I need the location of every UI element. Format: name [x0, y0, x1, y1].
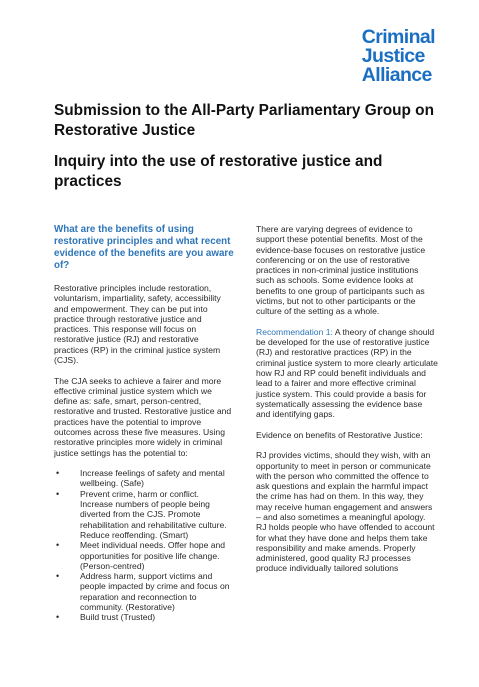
benefits-list — [54, 468, 234, 622]
left-column — [54, 224, 234, 623]
cja-paragraph: The CJA seeks to achieve a fairer and more effective criminal justice system which we define as: safe, smart, person-centred, restorative and trusted. Restorative justice and practices have the potential to improve outcomes across these five measures. Using restorative principles more widely in criminal justice settings has the potential to: — [54, 375, 232, 458]
list-item: • Address harm, support victims and people impacted by crime and focus on reparation and reconnection to community. (Restorative) — [54, 571, 234, 612]
right-column — [256, 224, 438, 584]
list-item: • Increase feelings of safety and mental wellbeing. (Safe) — [54, 468, 234, 489]
list-item: • Meet individual needs. Offer hope and opportunities for positive life change. (Person-centred) — [54, 540, 234, 571]
intro-paragraph: Restorative principles include restoration, voluntarism, impartiality, safety, accessibility and empowerment. They can be put into practice through restorative justice and practices. This response will focus on restorative justice (RJ) and restorative practices (RP) in the criminal justice system (CJS). — [54, 283, 221, 366]
section-question: What are the benefits of using restorative principles and what recent evidence of the benefits are you aware of? — [54, 224, 234, 271]
list-item: • Build trust (Trusted) — [54, 612, 234, 622]
recommendation-text: A theory of change should be developed for the use of restorative justice (RJ) and restorative practices (RP) in the criminal justice system to more clearly articulate how RJ and RP could benefit individuals and lead to a fairer and more effective criminal justice system. This could provide a basis for systematically assessing the evidence base and identifying gaps. — [256, 326, 438, 420]
document-titles — [54, 101, 434, 191]
recommendation-paragraph — [256, 327, 438, 420]
evidence-heading: Evidence on benefits of Restorative Justice: — [256, 429, 423, 440]
logo-line-1: Criminal — [361, 26, 435, 48]
logo-line-3: Alliance — [361, 64, 432, 86]
document-title: Submission to the All-Party Parliamentary Group on Restorative Justice — [54, 102, 434, 139]
cja-logo — [362, 28, 435, 85]
rj-paragraph: RJ provides victims, should they wish, with an opportunity to meet in person or communicate with the person who committed the offence to ask questions and explain the harmful impact the crime has had on them. In this way, they may receive human engagement and answers – and also sometimes a meaningful apology. RJ holds people who have offended to account for what they have done and helps them take responsibility and make amends. Properly administered, good quality RJ processes produce individually tailored solutions — [256, 450, 435, 574]
logo-line-2: Justice — [361, 45, 425, 67]
recommendation-label: Recommendation 1: — [256, 326, 333, 337]
evidence-paragraph: There are varying degrees of evidence to support these potential benefits. Most of the evidence-base focuses on restorative justice conferencing or on the use of restorative practices in non-criminal justice institutions such as schools. Some evidence looks at benefits to one group of participants such as victims, but not to other participants or the culture of the setting as a whole. — [256, 224, 426, 317]
list-item: • Prevent crime, harm or conflict. Increase numbers of people being diverted from the CJS. Promote rehabilitation and rehabilitative culture. Reduce reoffending. (Smart) — [54, 489, 234, 540]
document-subtitle: Inquiry into the use of restorative justice and practices — [54, 153, 383, 190]
